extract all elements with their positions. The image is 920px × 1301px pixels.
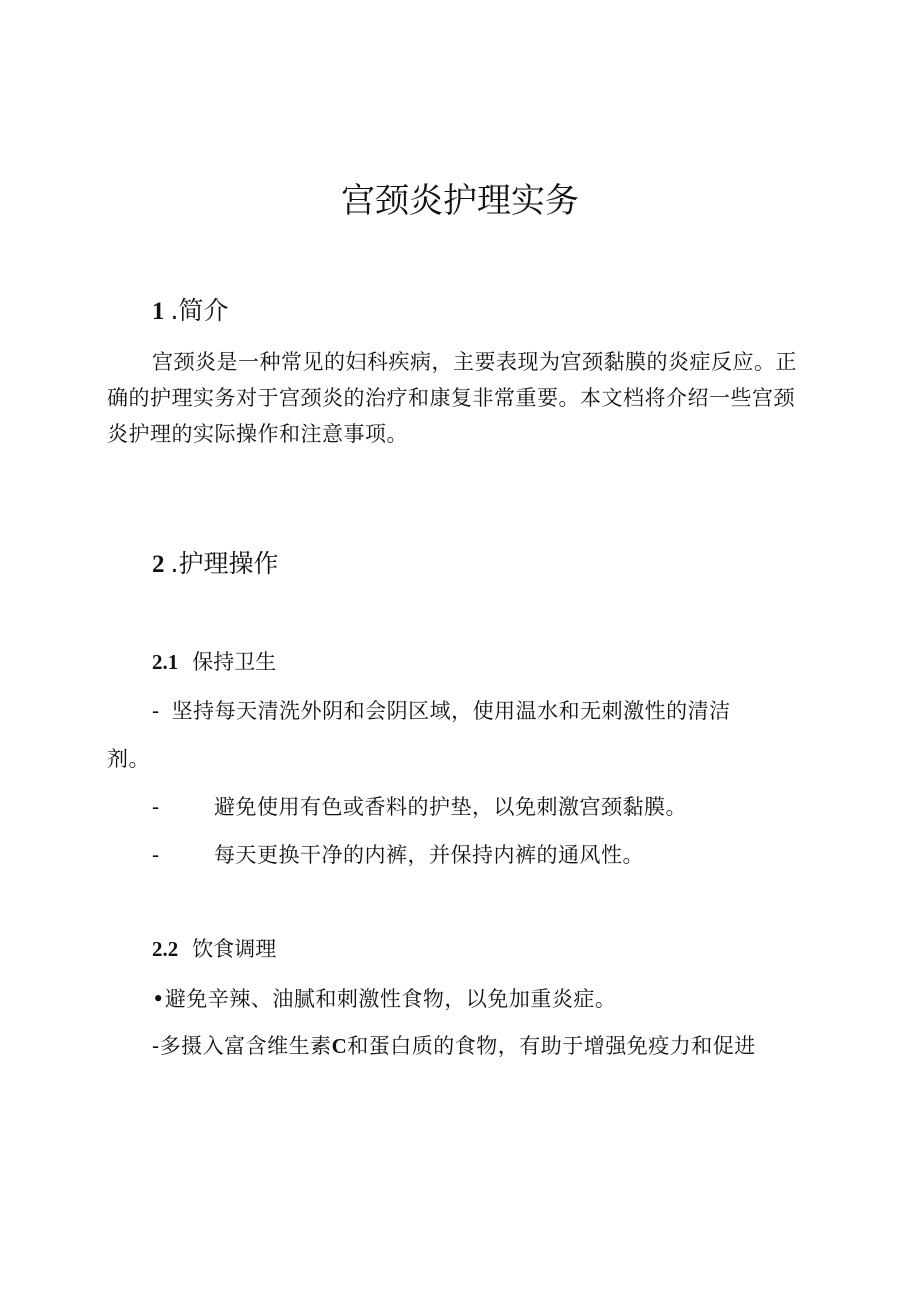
section-number: 2 — [152, 551, 165, 578]
subsection-title: 保持卫生 — [192, 650, 277, 674]
list-item — [152, 1029, 756, 1063]
dash-marker: - — [152, 699, 160, 723]
list-item-text: 避免使用有色或香料的护垫，以免刺激宫颈黏膜。 — [214, 795, 687, 819]
list-item-text: 多摄入富含维生素 — [159, 1034, 332, 1058]
subsection-number: 2.1 — [152, 650, 179, 674]
subsection-heading-diet — [152, 934, 276, 964]
dash-marker: - — [152, 795, 160, 819]
section-title: .简介 — [170, 296, 229, 325]
subsection-heading-hygiene — [152, 647, 276, 677]
list-item-text: 坚持每天清洗外阴和会阴区域，使用温水和无刺激性的清洁 — [171, 699, 731, 723]
list-item-text: 每天更换干净的内裤，并保持内裤的通风性。 — [214, 843, 644, 867]
list-item-text-continued: 和蛋白质的食物，有助于增强免疫力和促进 — [347, 1034, 756, 1058]
list-item-continuation: 剂。 — [107, 747, 150, 771]
list-item — [152, 790, 687, 824]
vitamin-letter: C — [331, 1034, 348, 1058]
list-item — [152, 982, 616, 1016]
dash-marker: - — [152, 843, 160, 867]
list-item-text: 避免辛辣、油腻和刺激性食物，以免加重炎症。 — [164, 987, 617, 1011]
section-heading-nursing-operations — [152, 547, 278, 582]
intro-paragraph: 宫颈炎是一种常见的妇科疾病，主要表现为宫颈黏膜的炎症反应。正确的护理实务对于宫颈炎的治疗和康复非常重要。本文档将介绍一些宫颈炎护理的实际操作和注意事项。 — [107, 350, 797, 446]
list-item — [152, 694, 731, 728]
subsection-number: 2.2 — [152, 937, 179, 961]
bullet-marker: • — [152, 987, 165, 1011]
list-item — [152, 838, 644, 872]
dash-marker: - — [152, 1034, 160, 1058]
subsection-title: 饮食调理 — [192, 937, 277, 961]
section-number: 1 — [152, 298, 165, 325]
section-title: .护理操作 — [170, 549, 279, 578]
section-heading-intro — [152, 294, 228, 329]
document-title: 宫颈炎护理实务 — [341, 181, 579, 221]
